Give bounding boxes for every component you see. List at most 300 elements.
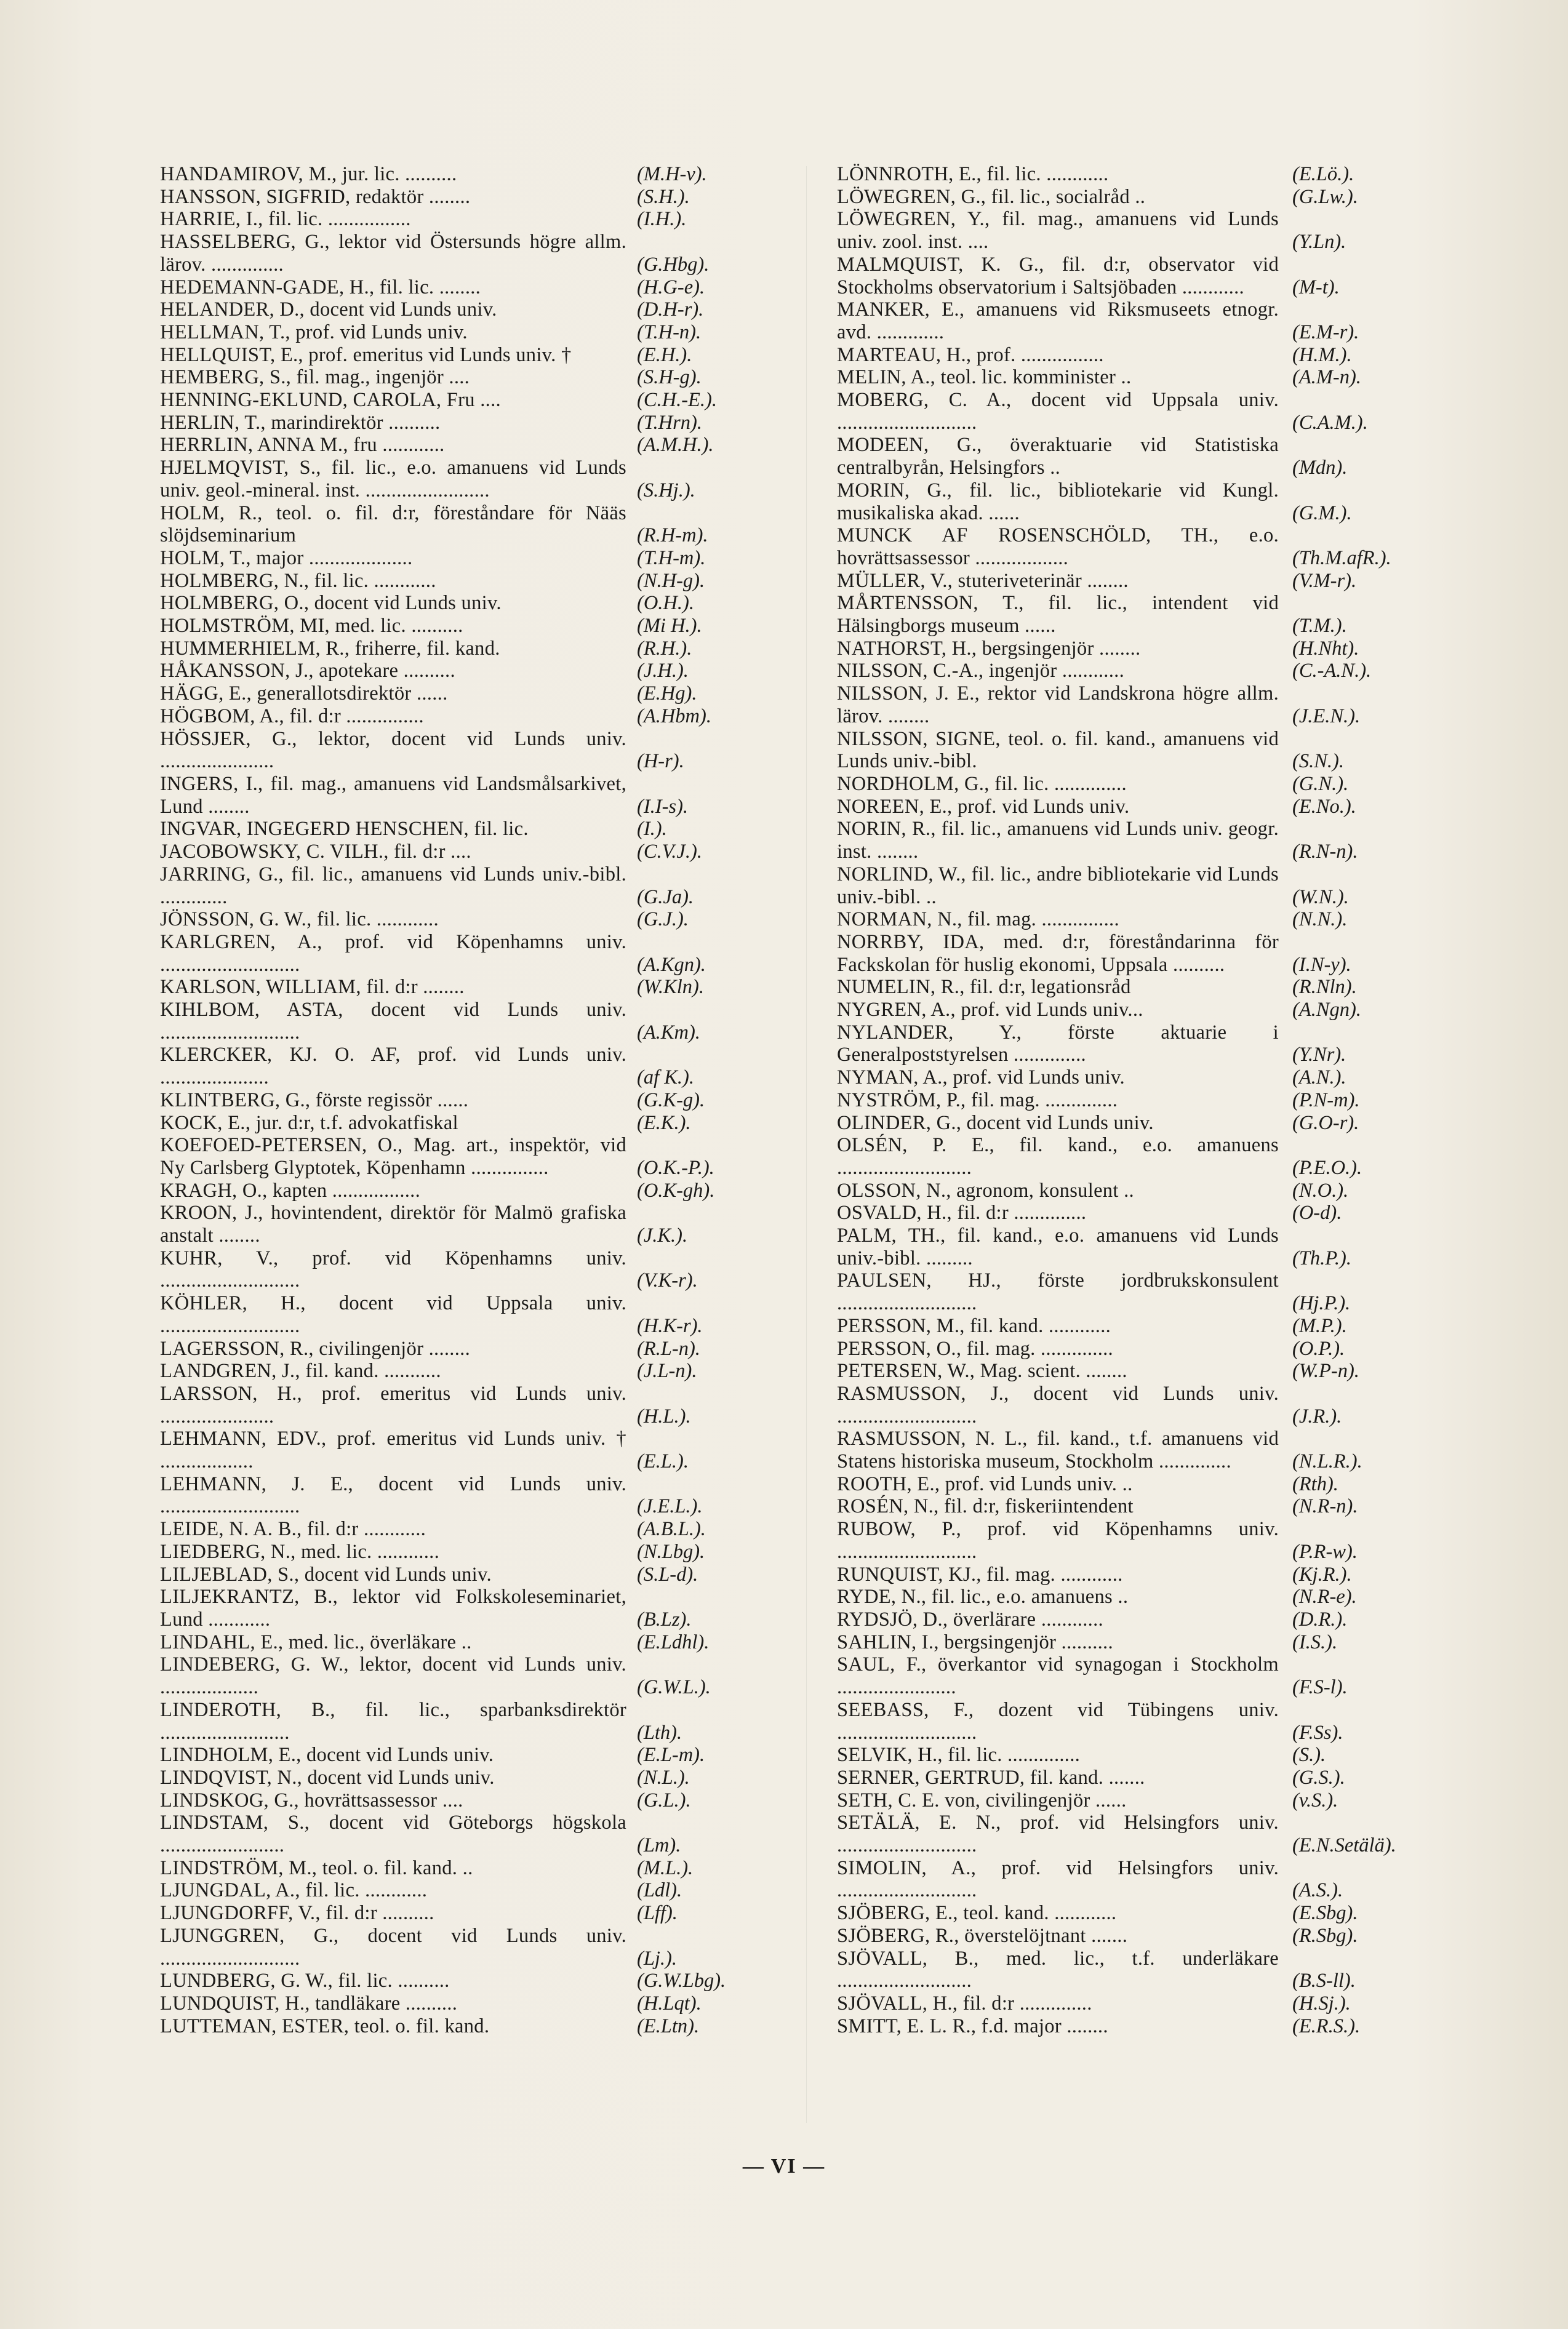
- index-entry: [160, 705, 788, 728]
- index-entry: [160, 1292, 788, 1337]
- index-entry: [160, 1247, 788, 1292]
- entry-signature: (T.H-n).: [637, 321, 702, 343]
- index-entry: [837, 1428, 1458, 1472]
- entry-signature: (N.H-g).: [637, 569, 705, 592]
- entry-text: HÄGG, E., generallotsdirektör ......: [160, 682, 448, 705]
- entry-signature: (Y.Nr).: [1292, 1044, 1346, 1066]
- entry-signature: (O-d).: [1292, 1202, 1342, 1224]
- index-entry: [160, 818, 788, 841]
- entry-signature: (E.Lö.).: [1292, 163, 1354, 185]
- index-entry: [160, 1383, 788, 1428]
- index-entry: [160, 1992, 788, 2015]
- entry-signature: (E.Ldhl).: [637, 1631, 710, 1653]
- index-entry: [837, 1315, 1458, 1338]
- index-entry: [160, 231, 788, 276]
- index-entry: [160, 434, 788, 457]
- entry-text: MANKER, E., amanuens vid Riksmuseets etnogr. avd. .............: [837, 298, 1279, 343]
- entry-signature: (I.).: [637, 818, 667, 841]
- entry-signature: (v.S.).: [1292, 1789, 1338, 1812]
- entry-text: INGVAR, INGEGERD HENSCHEN, fil. lic.: [160, 818, 529, 841]
- index-entry: [160, 1767, 788, 1789]
- entry-signature: (H.Nht).: [1292, 637, 1359, 660]
- entry-text: LJUNGDAL, A., fil. lic. ............: [160, 1879, 428, 1902]
- index-entry: [160, 389, 788, 412]
- entry-text: KLERCKER, KJ. O. AF, prof. vid Lunds univ. .....................: [160, 1044, 626, 1089]
- entry-text: KOEFOED-PETERSEN, O., Mag. art., inspektör, vid Ny Carlsberg Glyptotek, Köpenhamn ...............: [160, 1134, 626, 1179]
- index-entry: [160, 1789, 788, 1812]
- entry-text: HERLIN, T., marindirektör ..........: [160, 411, 441, 434]
- entry-text: KARLSON, WILLIAM, fil. d:r ........: [160, 976, 465, 999]
- index-entry: [160, 1202, 788, 1247]
- entry-signature: (S.N.).: [1292, 750, 1344, 773]
- entry-signature: (N.N.).: [1292, 908, 1348, 931]
- entry-text: LÖNNROTH, E., fil. lic. ............: [837, 163, 1109, 185]
- entry-signature: (Mdn).: [1292, 457, 1348, 479]
- entry-text: MUNCK AF ROSENSCHÖLD, TH., e.o. hovrättsassessor ..................: [837, 524, 1279, 569]
- entry-text: KÖHLER, H., docent vid Uppsala univ. ...........................: [160, 1292, 626, 1337]
- entry-signature: (Lff).: [637, 1902, 678, 1925]
- entry-text: LINDQVIST, N., docent vid Lunds univ.: [160, 1766, 495, 1789]
- index-entry: [837, 637, 1458, 660]
- entry-text: NYMAN, A., prof. vid Lunds univ.: [837, 1066, 1125, 1089]
- entry-signature: (Kj.R.).: [1292, 1563, 1352, 1586]
- entry-text: NORMAN, N., fil. mag. ...............: [837, 908, 1119, 931]
- index-entry: [837, 1902, 1458, 1925]
- entry-text: HOLMBERG, O., docent vid Lunds univ.: [160, 592, 502, 615]
- index-entry: [837, 1947, 1458, 1992]
- index-entry: [837, 1631, 1458, 1654]
- index-entry: [160, 931, 788, 976]
- index-entry: [160, 502, 788, 547]
- entry-text: KIHLBOM, ASTA, docent vid Lunds univ. ...........................: [160, 999, 626, 1044]
- entry-signature: (J.K.).: [637, 1224, 688, 1247]
- index-entry: [837, 1653, 1458, 1698]
- entry-text: ROOTH, E., prof. vid Lunds univ. ..: [837, 1472, 1133, 1495]
- index-entry: [837, 344, 1458, 367]
- entry-signature: (af K.).: [637, 1066, 694, 1089]
- index-entry: [837, 1338, 1458, 1360]
- index-entry: [160, 682, 788, 705]
- index-entry: [837, 389, 1458, 434]
- entry-text: PALM, TH., fil. kand., e.o. amanuens vid Lunds univ.-bibl. .........: [837, 1224, 1279, 1269]
- index-entry: [160, 1564, 788, 1586]
- entry-signature: (E.L.).: [637, 1450, 689, 1473]
- entry-text: SJÖBERG, R., överstelöjtnant .......: [837, 1924, 1128, 1947]
- entry-signature: (N.Lbg).: [637, 1540, 705, 1563]
- index-entry: [837, 1564, 1458, 1586]
- entry-text: NYGREN, A., prof. vid Lunds univ...: [837, 999, 1143, 1021]
- entry-text: KROON, J., hovintendent, direktör för Malmö grafiska anstalt ........: [160, 1202, 626, 1247]
- entry-text: MÜLLER, V., stuteriveterinär ........: [837, 569, 1129, 592]
- entry-signature: (N.R-n).: [1292, 1495, 1358, 1518]
- index-entry: [837, 1925, 1458, 1947]
- index-entry: [160, 570, 788, 593]
- entry-text: LÖWEGREN, G., fil. lic., socialråd ..: [837, 185, 1146, 208]
- entry-text: SJÖVALL, B., med. lic., t.f. underläkare ..........................: [837, 1947, 1279, 1992]
- index-entry: [837, 479, 1458, 524]
- entry-text: MELIN, A., teol. lic. komminister ..: [837, 366, 1132, 389]
- entry-text: SEEBASS, F., dozent vid Tübingens univ. ...........................: [837, 1698, 1279, 1744]
- entry-signature: (C.H.-E.).: [637, 389, 717, 412]
- entry-text: LEHMANN, J. E., docent vid Lunds univ. ...........................: [160, 1472, 626, 1518]
- index-entry: [160, 1112, 788, 1135]
- index-entry: [160, 366, 788, 389]
- entry-text: LINDEROTH, B., fil. lic., sparbanksdirektör .........................: [160, 1698, 626, 1744]
- index-entry: [160, 1428, 788, 1472]
- entry-text: ROSÉN, N., fil. d:r, fiskeriintendent: [837, 1495, 1134, 1518]
- entry-signature: (A.Km).: [637, 1021, 700, 1044]
- entry-text: MARTEAU, H., prof. ................: [837, 343, 1104, 366]
- entry-text: HÖSSJER, G., lektor, docent vid Lunds univ. ......................: [160, 727, 626, 773]
- page-number: — VI —: [742, 2155, 826, 2178]
- index-entry: [160, 1631, 788, 1654]
- index-entry: [160, 1473, 788, 1518]
- index-entry: [160, 1744, 788, 1767]
- entry-text: HEDEMANN-GADE, H., fil. lic. ........: [160, 276, 481, 298]
- entry-text: OLINDER, G., docent vid Lunds univ.: [837, 1111, 1154, 1134]
- index-entry: [160, 457, 788, 501]
- index-entry: [837, 1767, 1458, 1789]
- entry-signature: (O.K.-P.).: [637, 1156, 714, 1179]
- index-entry: [837, 1586, 1458, 1608]
- entry-signature: (F.Ss).: [1292, 1721, 1343, 1744]
- entry-text: SELVIK, H., fil. lic. ..............: [837, 1744, 1081, 1767]
- entry-signature: (G.Hbg).: [637, 253, 710, 276]
- entry-text: MÅRTENSSON, T., fil. lic., intendent vid Hälsingborgs museum ......: [837, 592, 1279, 637]
- entry-signature: (E.No.).: [1292, 795, 1356, 818]
- entry-signature: (H.M.).: [1292, 343, 1352, 366]
- entry-signature: (R.Sbg).: [1292, 1924, 1358, 1947]
- entry-text: SMITT, E. L. R., f.d. major ........: [837, 2015, 1108, 2037]
- entry-text: SJÖVALL, H., fil. d:r ..............: [837, 1992, 1092, 2015]
- entry-text: HOLMSTRÖM, MI, med. lic. ..........: [160, 615, 463, 637]
- entry-signature: (J.E.L.).: [637, 1495, 703, 1518]
- index-entry: [837, 863, 1458, 908]
- entry-signature: (A.Kgn).: [637, 953, 706, 976]
- entry-text: OLSSON, N., agronom, konsulent ..: [837, 1179, 1134, 1202]
- entry-signature: (T.M.).: [1292, 615, 1347, 637]
- entry-text: NORLIND, W., fil. lic., andre bibliotekarie vid Lunds univ.-bibl. ..: [837, 863, 1279, 908]
- entry-text: LAGERSSON, R., civilingenjör ........: [160, 1337, 471, 1360]
- entry-text: PERSSON, M., fil. kand. ............: [837, 1314, 1111, 1337]
- entry-text: RASMUSSON, N. L., fil. kand., t.f. amanuens vid Statens historiska museum, Stockholm ..............: [837, 1428, 1279, 1473]
- entry-signature: (Y.Ln).: [1292, 231, 1346, 254]
- entry-text: HASSELBERG, G., lektor vid Östersunds högre allm. lärov. ..............: [160, 231, 626, 276]
- entry-signature: (E.L-m).: [637, 1744, 705, 1767]
- entry-signature: (H.L.).: [637, 1405, 691, 1428]
- index-entry: [160, 1586, 788, 1631]
- entry-signature: (N.O.).: [1292, 1179, 1349, 1202]
- entry-signature: (C.A.M.).: [1292, 411, 1368, 434]
- entry-text: SETÄLÄ, E. N., prof. vid Helsingfors univ. ...........................: [837, 1812, 1279, 1857]
- entry-text: HELANDER, D., docent vid Lunds univ.: [160, 298, 497, 321]
- entry-signature: (A.Hbm).: [637, 705, 711, 727]
- index-entry: [837, 818, 1458, 863]
- entry-signature: (P.E.O.).: [1292, 1156, 1362, 1179]
- entry-signature: (O.K-gh).: [637, 1179, 715, 1202]
- entry-text: LINDSTAM, S., docent vid Göteborgs högskola ........................: [160, 1812, 626, 1857]
- entry-text: NYLANDER, Y., förste aktuarie i Generalpoststyrelsen ..............: [837, 1021, 1279, 1066]
- index-entry: [160, 1134, 788, 1179]
- entry-text: JÖNSSON, G. W., fil. lic. ............: [160, 908, 439, 931]
- entry-signature: (G.L.).: [637, 1789, 691, 1812]
- index-entry: [160, 841, 788, 863]
- entry-text: NUMELIN, R., fil. d:r, legationsråd: [837, 976, 1131, 999]
- index-entry: [837, 1608, 1458, 1631]
- entry-signature: (S.H.).: [637, 185, 690, 208]
- index-entry: [837, 1812, 1458, 1856]
- index-entry: [837, 1202, 1458, 1224]
- entry-signature: (G.W.Lbg).: [637, 1970, 726, 1992]
- index-entry: [160, 1180, 788, 1202]
- entry-text: SIMOLIN, A., prof. vid Helsingfors univ. ...........................: [837, 1856, 1279, 1902]
- index-entry: [837, 976, 1458, 999]
- entry-text: HANDAMIROV, M., jur. lic. ..........: [160, 163, 457, 185]
- column-divider: [806, 166, 807, 2123]
- index-entry: [837, 1518, 1458, 1563]
- entry-signature: (I.S.).: [1292, 1631, 1338, 1653]
- index-entry: [160, 344, 788, 367]
- index-entry: [837, 163, 1458, 186]
- entry-text: NORRBY, IDA, med. d:r, föreståndarinna för Fackskolan för huslig ekonomi, Uppsala ..........: [837, 930, 1279, 976]
- index-entry: [837, 1066, 1458, 1089]
- entry-signature: (H.K-r).: [637, 1314, 703, 1337]
- entry-signature: (R.Nln).: [1292, 976, 1357, 999]
- entry-text: LÖWEGREN, Y., fil. mag., amanuens vid Lunds univ. zool. inst. ....: [837, 208, 1279, 254]
- entry-signature: (E.M-r).: [1292, 321, 1359, 343]
- index-entry: [160, 1970, 788, 1992]
- entry-signature: (C.-A.N.).: [1292, 660, 1372, 682]
- entry-signature: (A.Ngn).: [1292, 999, 1361, 1021]
- entry-signature: (G.N.).: [1292, 772, 1349, 795]
- entry-signature: (Lth).: [637, 1721, 682, 1744]
- entry-text: HELLMAN, T., prof. vid Lunds univ.: [160, 321, 468, 343]
- entry-signature: (O.H.).: [637, 592, 694, 615]
- entry-text: PETERSEN, W., Mag. scient. ........: [837, 1360, 1127, 1383]
- index-entry: [837, 366, 1458, 389]
- entry-signature: (Rth).: [1292, 1472, 1338, 1495]
- index-entry: [837, 1180, 1458, 1202]
- entry-text: INGERS, I., fil. mag., amanuens vid Landsmålsarkivet, Lund ........: [160, 772, 626, 818]
- entry-signature: (B.S-ll).: [1292, 1970, 1356, 1992]
- entry-text: RUNQUIST, KJ., fil. mag. ............: [837, 1563, 1123, 1586]
- entry-signature: (H-r).: [637, 750, 684, 773]
- entry-signature: (M.H-v).: [637, 163, 707, 185]
- index-entry: [837, 1992, 1458, 2015]
- entry-signature: (E.N.Setälä).: [1292, 1834, 1396, 1857]
- entry-text: LUNDQUIST, H., tandläkare ..........: [160, 1992, 458, 2015]
- entry-text: SJÖBERG, E., teol. kand. ............: [837, 1902, 1117, 1925]
- entry-signature: (N.L.).: [637, 1766, 690, 1789]
- entry-signature: (G.O-r).: [1292, 1111, 1359, 1134]
- entry-signature: (R.H.).: [637, 637, 692, 660]
- entry-text: RUBOW, P., prof. vid Köpenhamns univ. ...........................: [837, 1518, 1279, 1563]
- entry-text: HÅKANSSON, J., apotekare ..........: [160, 660, 455, 682]
- entry-signature: (G.J.).: [637, 908, 689, 931]
- index-entry: [837, 1112, 1458, 1135]
- entry-signature: (O.P.).: [1292, 1337, 1345, 1360]
- entry-signature: (E.Sbg).: [1292, 1902, 1358, 1925]
- entry-signature: (E.Hg).: [637, 682, 697, 705]
- entry-signature: (T.H-m).: [637, 546, 706, 569]
- entry-text: LUNDBERG, G. W., fil. lic. ..........: [160, 1970, 450, 1992]
- index-entry: [160, 1653, 788, 1698]
- entry-signature: (P.R-w).: [1292, 1540, 1358, 1563]
- entry-signature: (I.I-s).: [637, 795, 689, 818]
- entry-text: HÖGBOM, A., fil. d:r ...............: [160, 705, 424, 727]
- entry-signature: (M-t).: [1292, 276, 1340, 298]
- index-entry: [837, 1089, 1458, 1112]
- index-entry: [160, 976, 788, 999]
- index-entry: [160, 908, 788, 931]
- entry-text: LARSSON, H., prof. emeritus vid Lunds univ. ......................: [160, 1382, 626, 1428]
- entry-signature: (M.P.).: [1292, 1314, 1347, 1337]
- entry-text: KUHR, V., prof. vid Köpenhamns univ. ...........................: [160, 1247, 626, 1292]
- entry-text: LJUNGGREN, G., docent vid Lunds univ. ...........................: [160, 1924, 626, 1970]
- entry-signature: (J.R.).: [1292, 1405, 1342, 1428]
- index-entry: [837, 660, 1458, 682]
- entry-signature: (A.M.H.).: [637, 434, 714, 457]
- entry-text: SAHLIN, I., bergsingenjör ..........: [837, 1631, 1113, 1653]
- entry-signature: (S.Hj.).: [637, 479, 695, 501]
- index-entry: [160, 1044, 788, 1089]
- entry-signature: (A.B.L.).: [637, 1518, 706, 1541]
- index-entry: [160, 1699, 788, 1744]
- entry-text: SERNER, GERTRUD, fil. kand. .......: [837, 1766, 1145, 1789]
- entry-signature: (M.L.).: [637, 1856, 694, 1879]
- index-entry: [837, 186, 1458, 209]
- entry-text: LILJEBLAD, S., docent vid Lunds univ.: [160, 1563, 492, 1586]
- index-entry: [160, 186, 788, 209]
- entry-text: MODEEN, G., överaktuarie vid Statistiska centralbyrån, Helsingfors ..: [837, 434, 1279, 479]
- entry-signature: (Th.M.afR.).: [1292, 546, 1391, 569]
- index-entry: [837, 728, 1458, 773]
- index-entry: [160, 412, 788, 434]
- entry-signature: (H.Sj.).: [1292, 1992, 1351, 2015]
- entry-text: OLSÉN, P. E., fil. kand., e.o. amanuens ..........................: [837, 1134, 1279, 1179]
- entry-text: KLINTBERG, G., förste regissör ......: [160, 1089, 469, 1111]
- entry-signature: (G.W.L.).: [637, 1676, 711, 1699]
- entry-text: HOLMBERG, N., fil. lic. ............: [160, 569, 436, 592]
- index-entry: [160, 298, 788, 321]
- index-entry: [837, 1134, 1458, 1179]
- entry-signature: (V.K-r).: [637, 1269, 698, 1292]
- entry-text: LILJEKRANTZ, B., lektor vid Folkskoleseminariet, Lund ............: [160, 1586, 626, 1631]
- entry-text: LEHMANN, EDV., prof. emeritus vid Lunds univ. † ..................: [160, 1428, 626, 1473]
- entry-signature: (J.H.).: [637, 660, 689, 682]
- left-column: [160, 163, 788, 2037]
- entry-signature: (W.N.).: [1292, 885, 1349, 908]
- index-entry: [837, 208, 1458, 253]
- index-entry: [837, 1224, 1458, 1269]
- entry-text: HJELMQVIST, S., fil. lic., e.o. amanuens vid Lunds univ. geol.-mineral. inst. ........................: [160, 457, 626, 501]
- entry-text: NORDHOLM, G., fil. lic. ..............: [837, 772, 1127, 795]
- index-entry: [160, 637, 788, 660]
- entry-text: HERRLIN, ANNA M., fru ............: [160, 434, 445, 457]
- index-entry: [160, 1360, 788, 1383]
- entry-signature: (T.Hrn).: [637, 411, 702, 434]
- entry-text: HUMMERHIELM, R., friherre, fil. kand.: [160, 637, 500, 660]
- index-entry: [837, 999, 1458, 1021]
- entry-text: JARRING, G., fil. lic., amanuens vid Lunds univ.-bibl. .............: [160, 863, 626, 908]
- index-entry: [160, 1857, 788, 1880]
- entry-signature: (E.Ltn).: [637, 2015, 700, 2037]
- index-entry: [160, 321, 788, 344]
- index-entry: [837, 1789, 1458, 1812]
- index-entry: [160, 2015, 788, 2038]
- entry-text: NILSSON, C.-A., ingenjör ............: [837, 660, 1124, 682]
- entry-signature: (G.K-g).: [637, 1089, 705, 1111]
- index-entry: [837, 796, 1458, 818]
- entry-signature: (Lj.).: [637, 1947, 677, 1970]
- index-entry: [160, 728, 788, 773]
- entry-signature: (Lm).: [637, 1834, 681, 1857]
- index-entry: [160, 1089, 788, 1112]
- entry-signature: (Hj.P.).: [1292, 1292, 1351, 1315]
- entry-signature: (Ldl).: [637, 1879, 682, 1902]
- entry-text: HARRIE, I., fil. lic. ................: [160, 208, 411, 231]
- entry-text: LJUNGDORFF, V., fil. d:r ..........: [160, 1902, 434, 1925]
- index-entry: [837, 1269, 1458, 1314]
- entry-signature: (Th.P.).: [1292, 1247, 1352, 1269]
- index-entry: [160, 592, 788, 615]
- entry-signature: (G.S.).: [1292, 1766, 1345, 1789]
- entry-signature: (R.L-n).: [637, 1337, 700, 1360]
- index-entry: [837, 524, 1458, 569]
- index-entry: [837, 682, 1458, 727]
- index-entry: [160, 1879, 788, 1902]
- entry-signature: (D.R.).: [1292, 1608, 1348, 1631]
- entry-signature: (N.L.R.).: [1292, 1450, 1362, 1473]
- entry-text: LIEDBERG, N., med. lic. ............: [160, 1540, 440, 1563]
- entry-text: RYDE, N., fil. lic., e.o. amanuens ..: [837, 1586, 1129, 1608]
- entry-signature: (Mi H.).: [637, 615, 702, 637]
- entry-text: LEIDE, N. A. B., fil. d:r ............: [160, 1518, 426, 1541]
- entry-text: PAULSEN, HJ., förste jordbrukskonsulent ...........................: [837, 1269, 1279, 1315]
- index-entry: [837, 298, 1458, 343]
- index-entry: [837, 908, 1458, 931]
- right-column: [837, 163, 1458, 2037]
- entry-text: HOLM, R., teol. o. fil. d:r, föreståndare för Nääs slöjdseminarium: [160, 501, 626, 547]
- entry-text: MALMQUIST, K. G., fil. d:r, observator vid Stockholms observatorium i Saltsjöbaden ............: [837, 253, 1279, 298]
- index-entry: [837, 1021, 1458, 1066]
- entry-signature: (G.Ja).: [637, 885, 694, 908]
- index-entry: [160, 1541, 788, 1564]
- entry-text: LINDEBERG, G. W., lektor, docent vid Lunds univ. ...................: [160, 1653, 626, 1699]
- index-entry: [837, 570, 1458, 593]
- entry-text: MOBERG, C. A., docent vid Uppsala univ. ...........................: [837, 389, 1279, 434]
- entry-text: KARLGREN, A., prof. vid Köpenhamns univ. ...........................: [160, 930, 626, 976]
- entry-text: KOCK, E., jur. d:r, t.f. advokatfiskal: [160, 1111, 458, 1134]
- entry-text: NORIN, R., fil. lic., amanuens vid Lunds univ. geogr. inst. ........: [837, 818, 1279, 863]
- index-entry: [837, 254, 1458, 298]
- index-entry: [160, 999, 788, 1044]
- entry-text: JACOBOWSKY, C. VILH., fil. d:r ....: [160, 841, 471, 863]
- index-entry: [160, 1518, 788, 1541]
- entry-signature: (A.M-n).: [1292, 366, 1361, 389]
- entry-text: LINDSTRÖM, M., teol. o. fil. kand. ..: [160, 1856, 473, 1879]
- entry-signature: (B.Lz).: [637, 1608, 692, 1631]
- index-entry: [837, 1744, 1458, 1767]
- entry-text: KRAGH, O., kapten .................: [160, 1179, 421, 1202]
- entry-text: LUTTEMAN, ESTER, teol. o. fil. kand.: [160, 2015, 490, 2037]
- index-entry: [160, 1338, 788, 1360]
- entry-text: NILSSON, SIGNE, teol. o. fil. kand., amanuens vid Lunds univ.-bibl.: [837, 727, 1279, 773]
- entry-signature: (S.).: [1292, 1744, 1326, 1767]
- entry-signature: (G.Lw.).: [1292, 185, 1358, 208]
- entry-text: PERSSON, O., fil. mag. ..............: [837, 1337, 1113, 1360]
- entry-text: HELLQUIST, E., prof. emeritus vid Lunds univ. †: [160, 343, 572, 366]
